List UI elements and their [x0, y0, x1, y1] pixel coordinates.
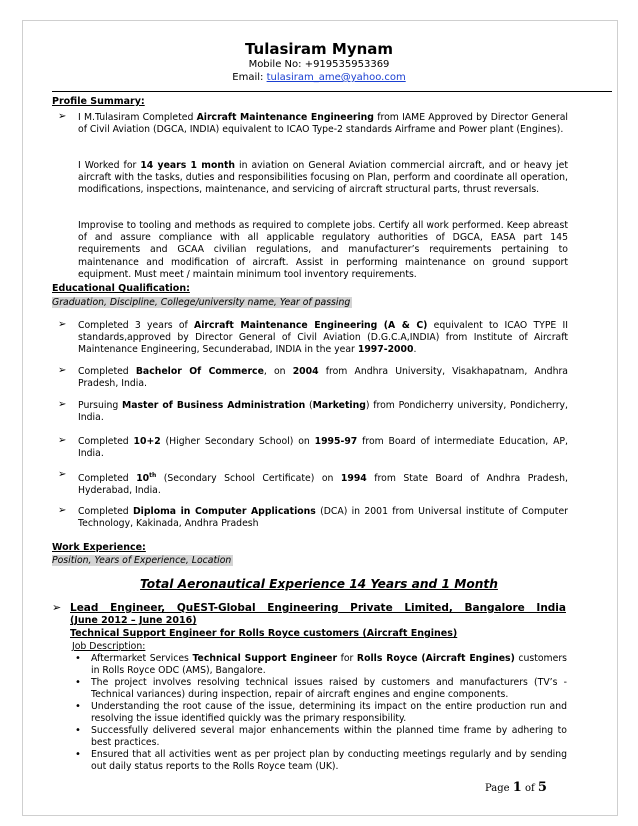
arrow-bullet-icon: ➢	[58, 399, 67, 410]
profile-para-2: I Worked for 14 years 1 month in aviation on General Aviation commercial aircraft, and or heavy jet aircraft with the tasks, duties and responsibilities focusing on Plan, perform and coordinate all operation, modifications, inspections, maintenance, and servicing of aircraft structural parts, thrust reversals.	[78, 160, 568, 196]
education-item-mba: Pursuing Master of Business Administration (Marketing) from Pondicherry university, Pondicherry, India.	[78, 400, 568, 424]
education-heading: Educational Qualification:	[52, 283, 190, 294]
arrow-bullet-icon: ➢	[52, 601, 62, 614]
total-experience: Total Aeronautical Experience 14 Years and 1 Month	[140, 577, 498, 591]
education-item-dca: Completed Diploma in Computer Applications (DCA) in 2001 from Universal institute of Computer Technology, Kakinada, Andhra Pradesh	[78, 506, 568, 530]
education-item-10th: Completed 10th (Secondary School Certificate) on 1994 from State Board of Andhra Pradesh, Hyderabad, India.	[78, 472, 568, 497]
mobile-number: Mobile No: +919535953369	[248, 59, 390, 70]
arrow-bullet-icon: ➢	[58, 505, 67, 516]
job-description-label: Job Description:	[72, 641, 146, 652]
job-dates: (June 2012 – June 2016)	[70, 615, 197, 626]
arrow-bullet-icon: ➢	[58, 319, 67, 330]
arrow-bullet-icon: ➢	[58, 435, 67, 446]
email-label: Email:	[232, 72, 267, 83]
education-item-12th: Completed 10+2 (Higher Secondary School) on 1995-97 from Board of intermediate Education, AP, India.	[78, 436, 568, 460]
page-number: Page 1 of 5	[485, 780, 547, 795]
education-subheading: Graduation, Discipline, College/university name, Year of passing	[52, 297, 351, 308]
bullet-dot-icon: •	[75, 701, 81, 712]
arrow-bullet-icon: ➢	[58, 365, 67, 376]
job-duty-5: Ensured that all activities went as per project plan by conducting meetings regularly and by sending out daily status reports to the Rolls Royce team (UK).	[91, 749, 567, 773]
profile-heading: Profile Summary:	[52, 96, 145, 107]
email-link[interactable]: tulasiram_ame@yahoo.com	[266, 72, 406, 83]
education-item-bcom: Completed Bachelor Of Commerce, on 2004 from Andhra University, Visakhapatnam, Andhra Pradesh, India.	[78, 366, 568, 390]
bullet-dot-icon: •	[75, 725, 81, 736]
bullet-dot-icon: •	[75, 653, 81, 664]
profile-para-3: Improvise to tooling and methods as required to complete jobs. Certify all work performed. Keep abreast of and assure compliance with all applicable regulatory authorities of DGCA, EASA part 145 requirements and GCAA civilian regulations, and manufacturer’s requirements pertaining to maintenance and modification of aircraft. Assist in performing maintenance on ground support equipment. Must meet / maintain minimum tool inventory requirements.	[78, 220, 568, 280]
job-title: Lead Engineer, QuEST-Global Engineering Private Limited, Bangalore India	[70, 602, 566, 614]
education-item-ame: Completed 3 years of Aircraft Maintenance Engineering (A & C) equivalent to ICAO TYPE II standards,approved by Director General of Civil Aviation (D.G.C.A,INDIA) from Institute of Aircraft Maintenance Engineering, Secunderabad, INDIA in the year 1997-2000.	[78, 320, 568, 356]
work-subheading: Position, Years of Experience, Location	[52, 555, 232, 566]
job-duty-2: The project involves resolving technical issues raised by customers and manufacturers (TV’s - Technical variances) during inspection, repair of aircraft engines and engine components.	[91, 677, 567, 701]
job-duty-3: Understanding the root cause of the issue, determining its impact on the entire production run and resolving the issue identified quickly was the primary responsibility.	[91, 701, 567, 725]
candidate-name: Tulasiram Mynam	[244, 40, 394, 58]
bullet-dot-icon: •	[75, 677, 81, 688]
header-divider	[52, 91, 612, 92]
work-heading: Work Experience:	[52, 542, 146, 553]
arrow-bullet-icon: ➢	[58, 111, 67, 122]
profile-para-1: I M.Tulasiram Completed Aircraft Maintenance Engineering from IAME Approved by Director General of Civil Aviation (DGCA, INDIA) equivalent to ICAO Type-2 standards Airframe and Power plant (Engines).	[78, 112, 569, 136]
arrow-bullet-icon: ➢	[58, 469, 67, 480]
bullet-dot-icon: •	[75, 749, 81, 760]
email-line	[0, 72, 638, 83]
job-duty-4: Successfully delivered several major enhancements within the planned time frame by adhering to best practices.	[91, 725, 567, 749]
job-role: Technical Support Engineer for Rolls Royce customers (Aircraft Engines)	[70, 628, 458, 639]
job-duty-1: Aftermarket Services Technical Support Engineer for Rolls Royce (Aircraft Engines) customers in Rolls Royce ODC (AMS), Bangalore.	[91, 653, 567, 677]
